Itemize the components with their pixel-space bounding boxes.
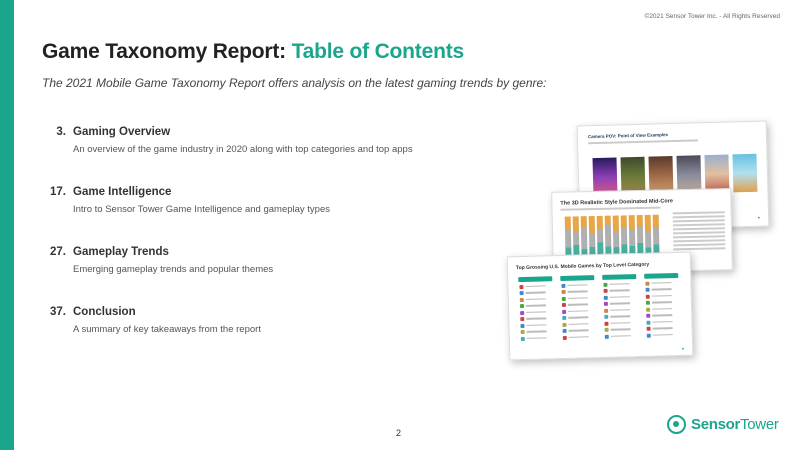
sensor-tower-logo-icon xyxy=(667,415,686,434)
page-number: 2 xyxy=(396,428,402,438)
title-main: Game Taxonomy Report: xyxy=(42,40,292,63)
copyright-notice: ©2021 Sensor Tower Inc. - All Rights Reserved xyxy=(644,13,780,20)
category-column xyxy=(602,274,638,349)
toc-heading: Gaming Overview xyxy=(73,126,171,138)
toc-description: A summary of key takeaways from the report xyxy=(73,324,261,335)
thumbnail-top-grossing xyxy=(507,252,694,361)
toc-description: Intro to Sensor Tower Game Intelligence and gameplay types xyxy=(73,204,330,215)
category-column xyxy=(644,273,680,348)
toc-number: 27. xyxy=(50,246,66,258)
thumbnail-title: Top Grossing U.S. Mobile Games by Top Level Category xyxy=(515,261,650,272)
title-accent: Table of Contents xyxy=(291,40,464,63)
sensor-tower-logo xyxy=(667,412,779,436)
toc-heading: Conclusion xyxy=(73,306,136,318)
toc-heading: Gameplay Trends xyxy=(73,246,169,258)
page-subtitle: The 2021 Mobile Game Taxonomy Report offers analysis on the latest gaming trends by genre: xyxy=(42,76,547,90)
category-column xyxy=(560,275,596,350)
category-column xyxy=(518,276,554,351)
thumbnail-title: Camera POV: Point of View Examples xyxy=(587,132,669,140)
toc-number: 37. xyxy=(50,306,66,318)
toc-description: An overview of the game industry in 2020 along with top categories and top apps xyxy=(73,144,413,155)
thumbnail-logo: ● xyxy=(757,214,761,220)
thumbnail-line xyxy=(588,139,698,143)
left-accent-bar xyxy=(0,0,14,450)
toc-item[interactable] xyxy=(40,186,480,246)
logo-text-part1: Sensor xyxy=(691,415,741,433)
toc-number: 17. xyxy=(50,186,66,198)
logo-text xyxy=(691,416,779,433)
table-of-contents xyxy=(40,126,480,366)
toc-item[interactable] xyxy=(40,306,480,366)
toc-heading: Game Intelligence xyxy=(73,186,172,198)
logo-text-part2: Tower xyxy=(740,415,779,433)
toc-item[interactable] xyxy=(40,126,480,186)
screenshot-image xyxy=(732,154,757,193)
thumbnail-notes xyxy=(673,211,726,252)
toc-description: Emerging gameplay trends and popular themes xyxy=(73,264,274,275)
thumbnail-line xyxy=(561,207,661,211)
thumbnail-title: The 3D Realistic Style Dominated Mid-Core xyxy=(560,198,673,207)
thumbnail-logo: ● xyxy=(681,345,685,351)
toc-item[interactable] xyxy=(40,246,480,306)
page-title xyxy=(42,40,464,64)
toc-number: 3. xyxy=(56,126,66,138)
